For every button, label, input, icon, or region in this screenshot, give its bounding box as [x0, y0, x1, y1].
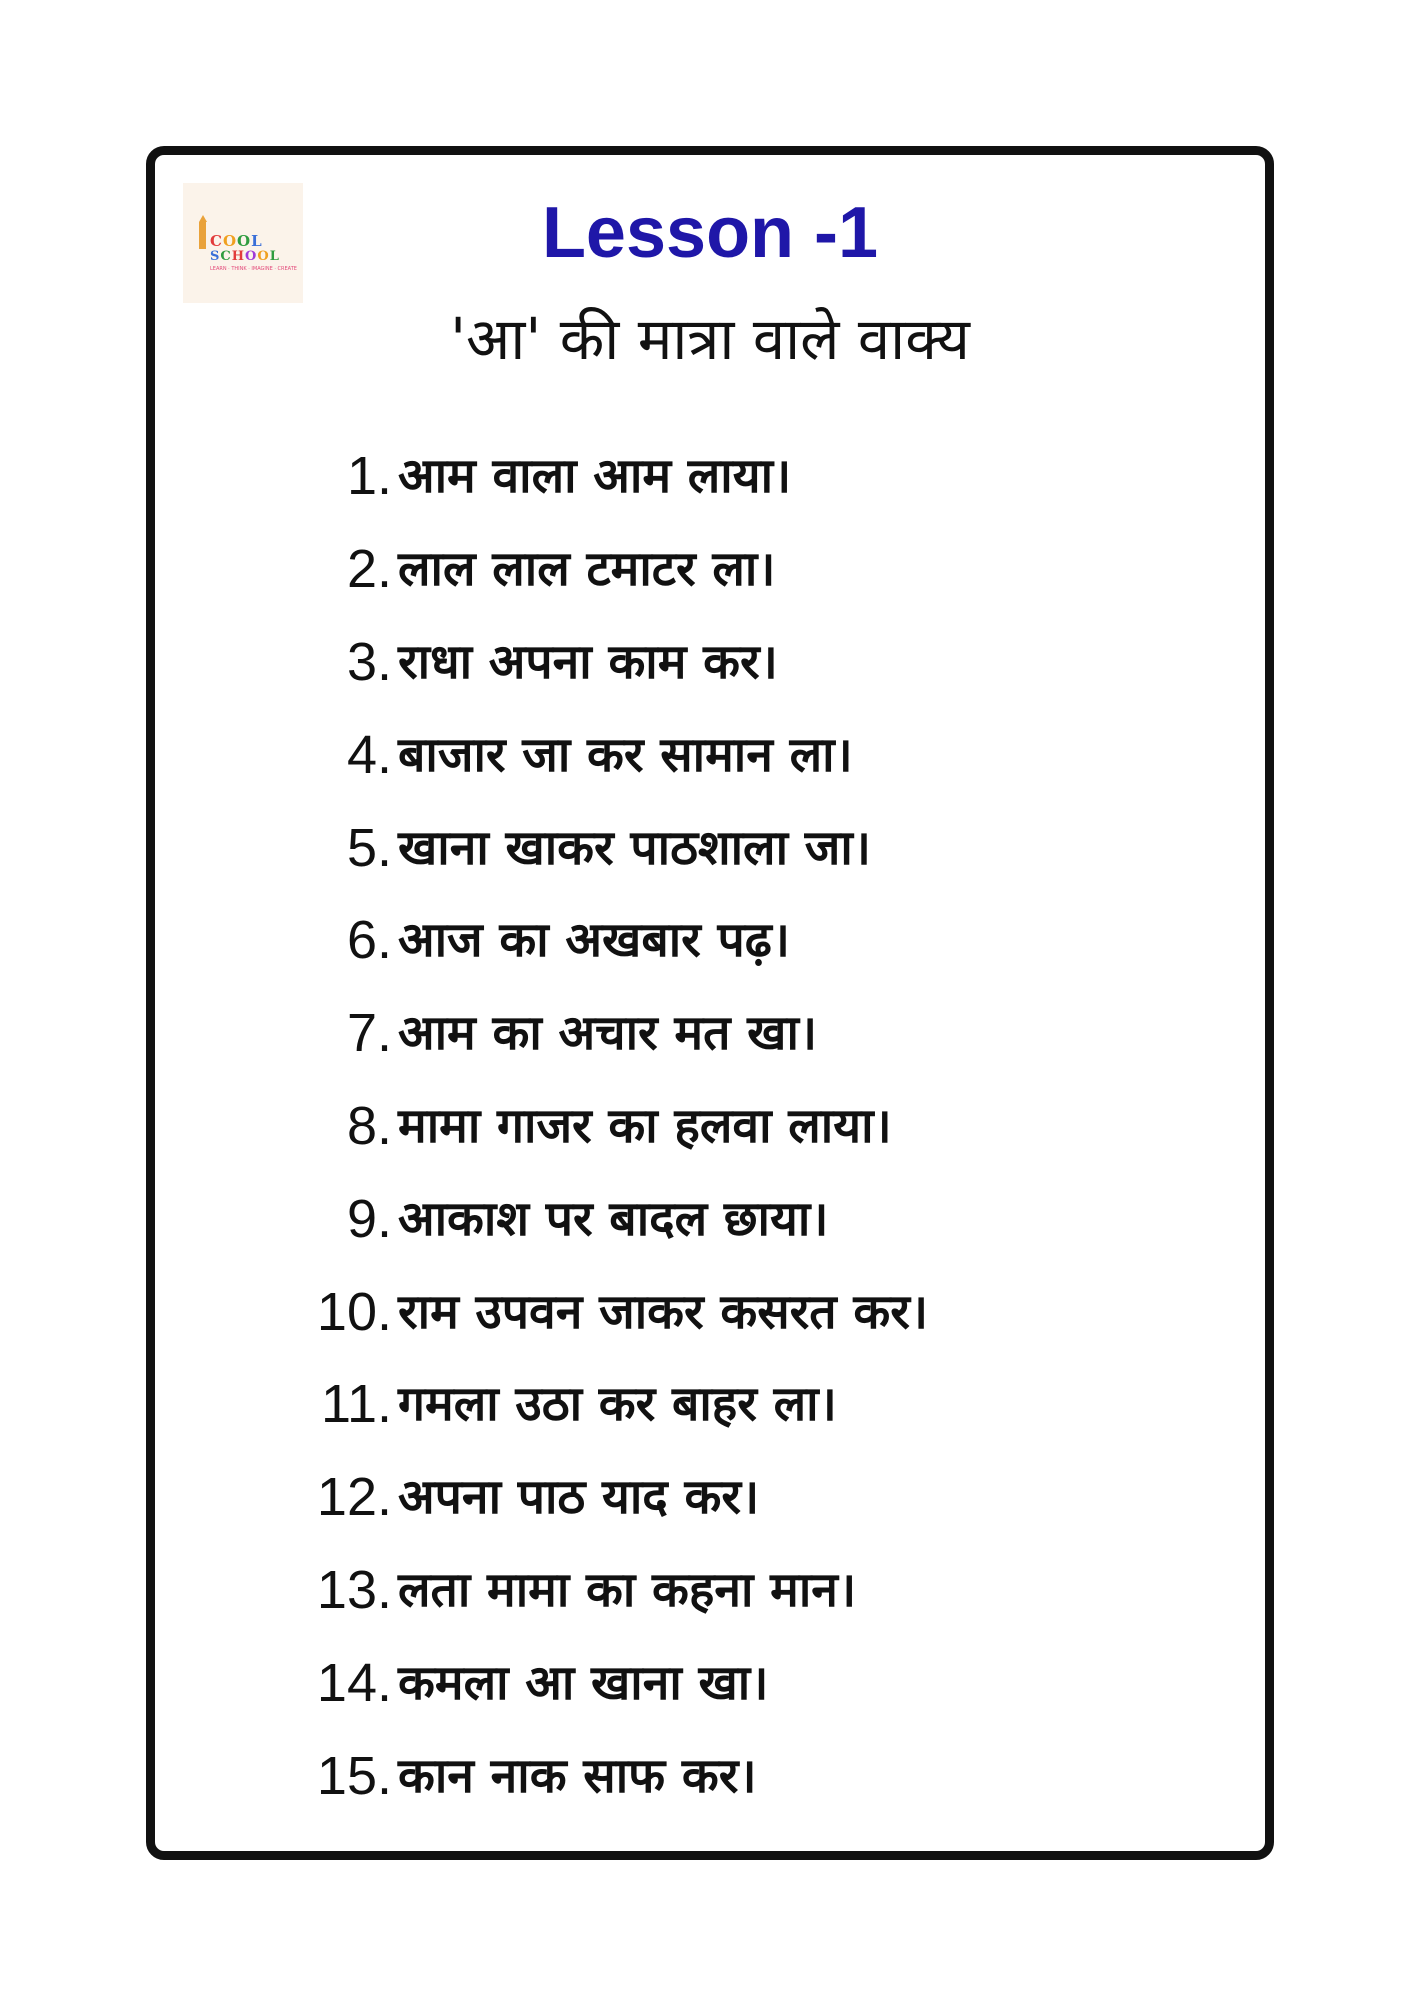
- item-number: 2.: [346, 539, 392, 600]
- item-sentence: आज का अखबार पढ़।: [398, 912, 790, 969]
- item-sentence: अपना पाठ याद कर।: [398, 1469, 760, 1526]
- item-sentence: आम का अचार मत खा।: [398, 1005, 818, 1062]
- item-sentence: गमला उठा कर बाहर ला।: [398, 1376, 837, 1433]
- item-sentence: कमला आ खाना खा।: [398, 1654, 769, 1711]
- list-item: [155, 801, 1265, 894]
- item-number: 8.: [346, 1095, 392, 1156]
- item-sentence: कान नाक साफ कर।: [398, 1747, 757, 1804]
- sentence-list: [155, 430, 1265, 1822]
- item-sentence: खाना खाकर पाठशाला जा।: [398, 819, 871, 876]
- item-sentence: राधा अपना काम कर।: [398, 633, 778, 690]
- list-item: [155, 430, 1265, 523]
- item-number: 5.: [346, 817, 392, 878]
- item-sentence: आकाश पर बादल छाया।: [398, 1190, 829, 1247]
- list-item: [155, 1080, 1265, 1173]
- list-item: [155, 894, 1265, 987]
- logo-word-school: SCHOOL: [210, 248, 280, 264]
- item-number: 9.: [346, 1188, 392, 1249]
- item-number: 13.: [316, 1559, 392, 1620]
- item-number: 15.: [316, 1745, 392, 1806]
- item-sentence: राम उपवन जाकर कसरत कर।: [398, 1283, 929, 1340]
- list-item: [155, 1358, 1265, 1451]
- list-item: [155, 708, 1265, 801]
- item-number: 11.: [320, 1374, 392, 1435]
- list-item: [155, 1636, 1265, 1729]
- item-number: 4.: [346, 724, 392, 785]
- item-number: 6.: [346, 910, 392, 971]
- item-sentence: लाल लाल टमाटर ला।: [398, 541, 776, 598]
- item-sentence: मामा गाजर का हलवा लाया।: [398, 1097, 892, 1154]
- list-item: [155, 987, 1265, 1080]
- logo-word-cool: COOL: [210, 231, 263, 250]
- item-number: 14.: [316, 1652, 392, 1713]
- list-item: [155, 1172, 1265, 1265]
- lesson-subtitle: 'आ' की मात्रा वाले वाक्य: [450, 305, 970, 373]
- list-item: [155, 1729, 1265, 1822]
- lesson-title: Lesson -1: [541, 193, 879, 273]
- list-item: [155, 1451, 1265, 1544]
- item-number: 10.: [316, 1281, 392, 1342]
- logo-tagline: LEARN · THINK · IMAGINE · CREATE: [210, 265, 297, 272]
- item-number: 12.: [316, 1467, 392, 1528]
- item-sentence: लता मामा का कहना मान।: [398, 1561, 857, 1618]
- worksheet-card: [146, 146, 1274, 1860]
- list-item: [155, 523, 1265, 616]
- list-item: [155, 1544, 1265, 1637]
- list-item: [155, 616, 1265, 709]
- item-sentence: बाजार जा कर सामान ला।: [398, 726, 853, 783]
- item-number: 1.: [346, 446, 392, 507]
- item-number: 7.: [346, 1003, 392, 1064]
- item-number: 3.: [346, 631, 392, 692]
- item-sentence: आम वाला आम लाया।: [398, 448, 792, 505]
- list-item: [155, 1265, 1265, 1358]
